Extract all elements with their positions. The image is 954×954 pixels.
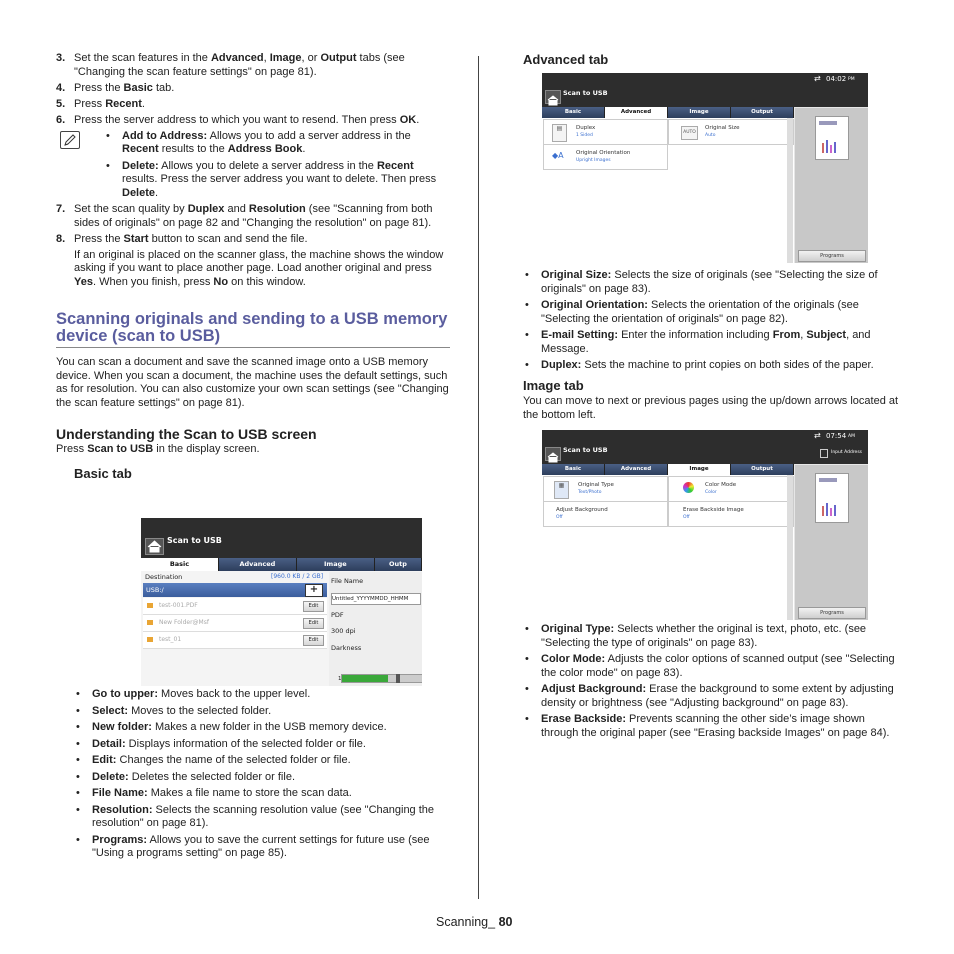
file-row[interactable] — [143, 598, 327, 615]
step-item: 5. Press Recent. — [56, 97, 145, 110]
image-tab-title: Image tab — [523, 378, 584, 393]
bullet-item: • Original Orientation: Selects the orientation of the originals (see "Selecting the orientation of originals" on page 82). — [523, 299, 901, 326]
page-footer — [436, 915, 512, 929]
erase-backside-value: Off — [683, 515, 690, 520]
right-column — [523, 52, 899, 67]
image-time: 07:54 — [826, 432, 847, 440]
step-item: 6. Press the server address to which you want to resend. Then press OK. — [56, 113, 420, 126]
input-address-label[interactable]: Input Address — [831, 450, 863, 455]
tab-advanced[interactable]: Advanced — [605, 107, 668, 118]
tab-output[interactable]: Output — [731, 107, 794, 118]
preview-thumbnail — [815, 116, 849, 160]
bullet-item: • Resolution: Selects the scanning resolution value (see "Changing the resolution" on page 81). — [74, 804, 450, 831]
step-item: 3. Set the scan features in the Advanced, Image, or Output tabs (see "Changing the scan feature settings" on page 81). — [56, 52, 405, 78]
bullet-item: • Adjust Background: Erase the background to some extent by adjusting density or brightness (see "Adjusting background" on page 83). — [523, 683, 901, 710]
file-row[interactable] — [143, 615, 327, 632]
preview-thumbnail — [815, 473, 849, 523]
page-number: 80 — [498, 915, 513, 929]
network-icon: ⇄ — [814, 74, 821, 83]
original-size-option[interactable] — [668, 119, 794, 145]
capacity-text: [960.0 KB / 2 GB] — [271, 573, 324, 580]
orientation-option[interactable] — [543, 144, 668, 170]
erase-backside-option[interactable] — [668, 501, 794, 527]
original-size-value: Auto — [705, 133, 716, 138]
image-title-bar — [542, 442, 868, 464]
image-preview-panel — [795, 465, 868, 620]
image-scrollbar[interactable] — [787, 475, 793, 620]
usb-path-bar — [143, 583, 327, 597]
duplex-option[interactable] — [543, 119, 668, 145]
darkness-min: 1 — [338, 676, 342, 682]
duplex-value: 1 Sided — [576, 133, 593, 138]
step-number: 5. — [56, 97, 66, 110]
basic-title-bar — [141, 518, 422, 558]
bullet-item: • Original Size: Selects the size of originals (see "Selecting the size of originals" on page 83). — [523, 269, 901, 296]
advanced-tab-title: Advanced tab — [523, 52, 609, 67]
folder-icon — [147, 637, 153, 642]
step-number: 6. — [56, 113, 66, 126]
format-value[interactable]: PDF — [331, 611, 344, 619]
advanced-screen-title: Scan to USB — [563, 89, 608, 97]
duplex-label: Duplex — [576, 125, 596, 131]
file-name: test_01 — [159, 636, 182, 643]
press-line: Press Scan to USB in the display screen. — [56, 443, 260, 455]
note-pencil-icon — [60, 131, 80, 149]
section-intro: You can scan a document and save the scanned image onto a USB memory device. When you scan a document, the machine uses the default settings, such as for resolution. You can also customize your own scan settings (see "Changing the scan feature settings" on page 81). — [56, 356, 449, 409]
bullet-item: • New folder: Makes a new folder in the USB memory device. — [74, 721, 450, 735]
darkness-slider-fill — [342, 675, 388, 682]
tab-image[interactable]: Image — [668, 107, 731, 118]
note-list — [104, 130, 450, 201]
step-number: 3. — [56, 52, 66, 64]
tab-output[interactable]: Output — [731, 464, 794, 475]
step8-extra-text: If an original is placed on the scanner glass, the machine shows the window asking if you want to place another page. Load another original and press Yes. When you finish, press No on this window. — [74, 248, 444, 288]
edit-button[interactable]: Edit — [303, 635, 324, 646]
darkness-slider-thumb[interactable] — [396, 674, 400, 683]
advanced-time: 04:02 — [826, 75, 847, 83]
image-tab-screenshot — [542, 430, 868, 620]
basic-tab-title: Basic tab — [74, 465, 132, 481]
color-mode-value: Color — [705, 490, 717, 495]
home-icon[interactable] — [545, 447, 561, 461]
orientation-value: Upright Images — [576, 158, 611, 163]
file-list — [143, 598, 327, 649]
original-type-label: Original Type — [578, 482, 614, 488]
original-size-label: Original Size — [705, 125, 740, 131]
steps-list-2 — [56, 203, 450, 246]
steps-list-1 — [56, 52, 450, 127]
left-column — [56, 52, 450, 481]
image-tab-intro: You can move to next or previous pages using the up/down arrows located at the bottom left. — [523, 395, 899, 421]
note-item: • Add to Address: Allows you to add a server address in the Recent results to the Address Book. — [104, 130, 450, 157]
darkness-label: Darkness — [331, 644, 362, 652]
orientation-icon: ◆A — [552, 151, 564, 160]
column-divider — [478, 56, 479, 899]
file-name-label: File Name — [331, 577, 364, 585]
erase-backside-label: Erase Backside Image — [683, 507, 744, 513]
color-mode-label: Color Mode — [705, 482, 737, 488]
subsection-title: Understanding the Scan to USB screen — [56, 426, 317, 442]
original-type-option[interactable] — [543, 476, 668, 502]
color-wheel-icon — [683, 482, 694, 493]
auto-icon: AUTO — [681, 126, 698, 140]
folder-icon — [147, 603, 153, 608]
original-type-icon: ▦ — [554, 481, 569, 499]
bullet-item: • E-mail Setting: Enter the information including From, Subject, and Message. — [523, 329, 901, 356]
destination-label: Destination — [145, 573, 183, 581]
edit-button[interactable]: Edit — [303, 618, 324, 629]
original-type-value: Text/Photo — [578, 490, 602, 495]
image-screen-title: Scan to USB — [563, 446, 608, 454]
programs-button[interactable]: Programs — [798, 250, 866, 262]
image-ampm: AM — [848, 434, 855, 439]
home-icon[interactable] — [545, 90, 561, 104]
orientation-label: Original Orientation — [576, 150, 631, 156]
advanced-status-bar — [542, 73, 868, 85]
image-tab-bullets — [523, 623, 901, 743]
footer-text: Scanning_ — [436, 915, 499, 929]
tab-image[interactable]: Image — [297, 558, 375, 571]
address-book-icon[interactable] — [820, 449, 828, 458]
bullet-item: • Edit: Changes the name of the selected folder or file. — [74, 754, 450, 768]
advanced-scrollbar[interactable] — [787, 118, 793, 263]
image-tabs — [542, 464, 794, 475]
image-status-bar — [542, 430, 868, 442]
usb-path: USB:/ — [146, 586, 164, 594]
basic-screen-title: Scan to USB — [167, 536, 222, 545]
basic-tab-screenshot — [141, 518, 422, 686]
step-item: 8. Press the Start button to scan and send the file. — [56, 232, 308, 245]
network-icon: ⇄ — [814, 431, 821, 440]
image-tab-block — [523, 378, 899, 422]
tab-basic[interactable]: Basic — [542, 107, 605, 118]
darkness-slider[interactable] — [341, 674, 422, 683]
note-item: • Delete: Allows you to delete a server address in the Recent results. Press the server address you want to delete. Then press Delete. — [104, 160, 450, 201]
programs-button[interactable]: Programs — [798, 607, 866, 619]
note-box — [56, 130, 450, 201]
adjust-background-label: Adjust Background — [556, 507, 608, 513]
basic-tab-bullets — [74, 688, 450, 864]
basic-right-panel — [329, 572, 422, 686]
step-item: 7. Set the scan quality by Duplex and Resolution (see "Scanning from both sides of originals" on page 82 and "Changing the resolution" on page 81). — [56, 203, 433, 229]
bullet-item: • Original Type: Selects whether the original is text, photo, etc. (see "Selecting the type of originals" on page 83). — [523, 623, 901, 650]
folder-icon — [147, 620, 153, 625]
bullet-item: • Programs: Allows you to save the current settings for future use (see "Using a programs setting" on page 85). — [74, 834, 450, 861]
advanced-preview-panel — [795, 108, 868, 263]
edit-button[interactable]: Edit — [303, 601, 324, 612]
file-name-field[interactable]: Untitled_YYYYMMDD_HHMM — [331, 593, 421, 605]
tab-advanced[interactable]: Advanced — [219, 558, 297, 571]
adjust-background-value: Off — [556, 515, 563, 520]
advanced-tab-bullets — [523, 269, 901, 376]
go-to-upper-button[interactable]: + — [305, 584, 323, 597]
duplex-icon: ▤ — [552, 124, 567, 142]
file-row[interactable] — [143, 632, 327, 649]
advanced-tab-screenshot — [542, 73, 868, 263]
tab-basic[interactable]: Basic — [141, 558, 219, 571]
basic-tabs — [141, 558, 422, 571]
step-number: 7. — [56, 203, 66, 215]
tab-advanced[interactable]: Advanced — [605, 464, 668, 475]
color-mode-option[interactable] — [668, 476, 794, 502]
step-number: 8. — [56, 232, 66, 245]
bullet-item: • Color Mode: Adjusts the color options of scanned output (see "Selecting the color mode" on page 83). — [523, 653, 901, 680]
advanced-title-bar — [542, 85, 868, 107]
tab-image[interactable]: Image — [668, 464, 731, 475]
tab-output[interactable]: Outp — [375, 558, 422, 571]
advanced-tabs — [542, 107, 794, 118]
step-number: 4. — [56, 81, 66, 94]
bullet-item: • Go to upper: Moves back to the upper level. — [74, 688, 450, 702]
home-icon[interactable] — [145, 538, 164, 555]
adjust-background-option[interactable] — [543, 501, 668, 527]
bullet-item: • Detail: Displays information of the selected folder or file. — [74, 738, 450, 752]
advanced-ampm: PM — [848, 77, 855, 82]
resolution-value[interactable]: 300 dpi — [331, 627, 356, 635]
bullet-item: • Select: Moves to the selected folder. — [74, 705, 450, 719]
bullet-item: • Delete: Deletes the selected folder or file. — [74, 771, 450, 785]
file-name: test-001.PDF — [159, 602, 198, 609]
bullet-item: • Erase Backside: Prevents scanning the other side’s image shown through the original paper (see "Erasing backside Images" on page 84). — [523, 713, 901, 740]
tab-basic[interactable]: Basic — [542, 464, 605, 475]
section-title: Scanning originals and sending to a USB memory device (scan to USB) — [56, 311, 450, 348]
bullet-item: • File Name: Makes a file name to store the scan data. — [74, 787, 450, 801]
step-item: 4. Press the Basic tab. — [56, 81, 175, 94]
file-name: New Folder@Msf — [159, 619, 209, 626]
bullet-item: • Duplex: Sets the machine to print copies on both sides of the paper. — [523, 359, 901, 373]
